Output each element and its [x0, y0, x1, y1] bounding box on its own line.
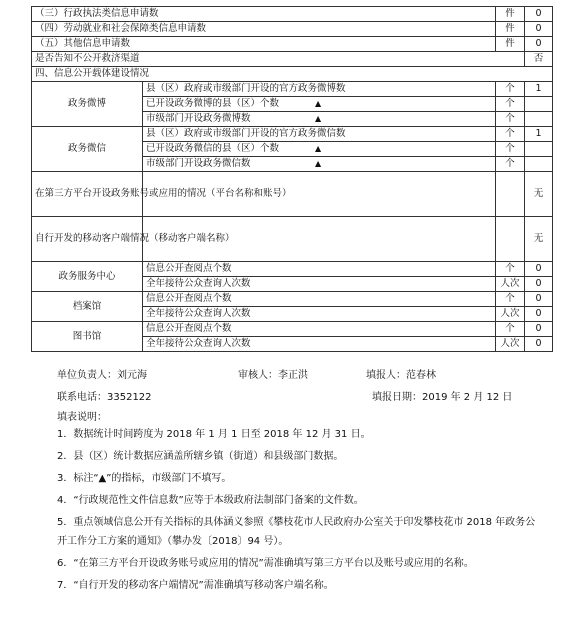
table-row [32, 22, 553, 37]
row-label: 全年接待公众查询人次数 [143, 277, 496, 292]
group-service-center: 政务服务中心 [32, 262, 143, 292]
statistics-table [31, 6, 553, 352]
row-label: 市级部门开设政务微信数 [146, 158, 251, 169]
row-unit: 个 [496, 127, 525, 142]
row-unit: 个 [496, 142, 525, 157]
row-label-cell [143, 112, 496, 127]
note-item: 2．县（区）统计数据应涵盖所辖乡镇（街道）和县级部门数据。 [57, 451, 344, 462]
row-label-cell [143, 97, 496, 112]
row-unit: 人次 [496, 277, 525, 292]
table-row [32, 67, 553, 82]
note-item: 1．数据统计时间跨度为 2018 年 1 月 1 日至 2018 年 12 月 31 日。 [57, 429, 371, 440]
row-value: 1 [525, 127, 553, 142]
group-library: 图书馆 [32, 322, 143, 352]
table-row [32, 7, 553, 22]
row-unit: 人次 [496, 307, 525, 322]
group-weibo: 政务微博 [32, 82, 143, 127]
row-value: 0 [525, 322, 553, 337]
footer-phone: 联系电话：3352122 [57, 392, 152, 403]
row-unit: 件 [496, 7, 525, 22]
row-value [525, 142, 553, 157]
table-row [32, 262, 553, 277]
row-unit: 个 [496, 82, 525, 97]
row-value: 0 [525, 337, 553, 352]
table-row [32, 52, 553, 67]
row-unit: 件 [496, 37, 525, 52]
row-label-cell [143, 157, 496, 172]
row-label: 县（区）政府或市级部门开设的官方政务微信数 [143, 127, 496, 142]
row-label: 全年接待公众查询人次数 [143, 337, 496, 352]
row-value: 0 [525, 37, 553, 52]
row-label: 信息公开查阅点个数 [143, 322, 496, 337]
group-archives: 档案馆 [32, 292, 143, 322]
row-unit: 个 [496, 292, 525, 307]
table-row [32, 322, 553, 337]
table-row [32, 37, 553, 52]
note-item: 3．标注“▲”的指标，市级部门不填写。 [57, 473, 232, 484]
table-row [32, 82, 553, 97]
triangle-mark: ▲ [315, 144, 322, 153]
triangle-mark: ▲ [315, 159, 322, 168]
note-item: 4．“行政规范性文件信息数”应等于本级政府法制部门备案的文件数。 [57, 495, 364, 506]
table-row [32, 172, 553, 217]
row-value [525, 157, 553, 172]
notes-title: 填表说明： [57, 412, 107, 423]
row-value: 0 [525, 277, 553, 292]
row-label: （五）其他信息申请数 [32, 37, 496, 52]
table-row [32, 217, 553, 262]
row-label: 信息公开查阅点个数 [143, 262, 496, 277]
group-weixin: 政务微信 [32, 127, 143, 172]
mobile-app-value: 无 [525, 217, 553, 262]
triangle-mark: ▲ [315, 114, 322, 123]
row-unit: 个 [496, 112, 525, 127]
table-row [32, 292, 553, 307]
triangle-mark: ▲ [315, 99, 322, 108]
row-value: 0 [525, 7, 553, 22]
row-label: （三）行政执法类信息申请数 [32, 7, 496, 22]
row-label: 信息公开查阅点个数 [143, 292, 496, 307]
footer-filler: 填报人：范春林 [366, 370, 436, 381]
table-row [32, 127, 553, 142]
notice-label: 是否告知不公开救济渠道 [32, 52, 525, 67]
note-item: 6．“在第三方平台开设政务账号或应用的情况”需准确填写第三方平台以及账号或应用的名称。 [57, 558, 474, 569]
row-label: 全年接待公众查询人次数 [143, 307, 496, 322]
notice-value: 否 [525, 52, 553, 67]
footer-owner: 单位负责人：刘元海 [57, 370, 147, 381]
empty-cell [496, 172, 525, 217]
note-item: 7．“自行开发的移动客户端情况”需准确填写移动客户端名称。 [57, 580, 334, 591]
row-value [525, 97, 553, 112]
row-label: 市级部门开设政务微博数 [146, 113, 251, 124]
note-item: 5．重点领域信息公开有关指标的具体涵义参照《攀枝花市人民政府办公室关于印发攀枝花市 2018 年政务公开工作分工方案的通知》（攀办发〔2018〕94 号）。 [57, 517, 536, 547]
section-title: 四、信息公开载体建设情况 [32, 67, 553, 82]
footer-date: 填报日期：2019 年 2 月 12 日 [372, 392, 513, 403]
row-label: 已开设政务微信的县（区）个数 [146, 143, 280, 154]
row-unit: 件 [496, 22, 525, 37]
row-value: 0 [525, 22, 553, 37]
third-party-label: 在第三方平台开设政务账号或应用的情况（平台名称和账号） [32, 172, 143, 217]
row-label: （四）劳动就业和社会保障类信息申请数 [32, 22, 496, 37]
row-value: 0 [525, 307, 553, 322]
row-unit: 人次 [496, 337, 525, 352]
footer-reviewer: 审核人：李正洪 [238, 370, 308, 381]
row-label: 县（区）政府或市级部门开设的官方政务微博数 [143, 82, 496, 97]
row-value: 1 [525, 82, 553, 97]
row-unit: 个 [496, 322, 525, 337]
row-label-cell [143, 142, 496, 157]
row-value: 0 [525, 262, 553, 277]
mobile-app-label: 自行开发的移动客户端情况（移动客户端名称） [32, 217, 143, 262]
notes-list [57, 425, 537, 595]
third-party-value: 无 [525, 172, 553, 217]
empty-cell [496, 217, 525, 262]
row-unit: 个 [496, 262, 525, 277]
row-unit: 个 [496, 97, 525, 112]
row-unit: 个 [496, 157, 525, 172]
row-value: 0 [525, 292, 553, 307]
row-label: 已开设政务微博的县（区）个数 [146, 98, 280, 109]
row-value [525, 112, 553, 127]
